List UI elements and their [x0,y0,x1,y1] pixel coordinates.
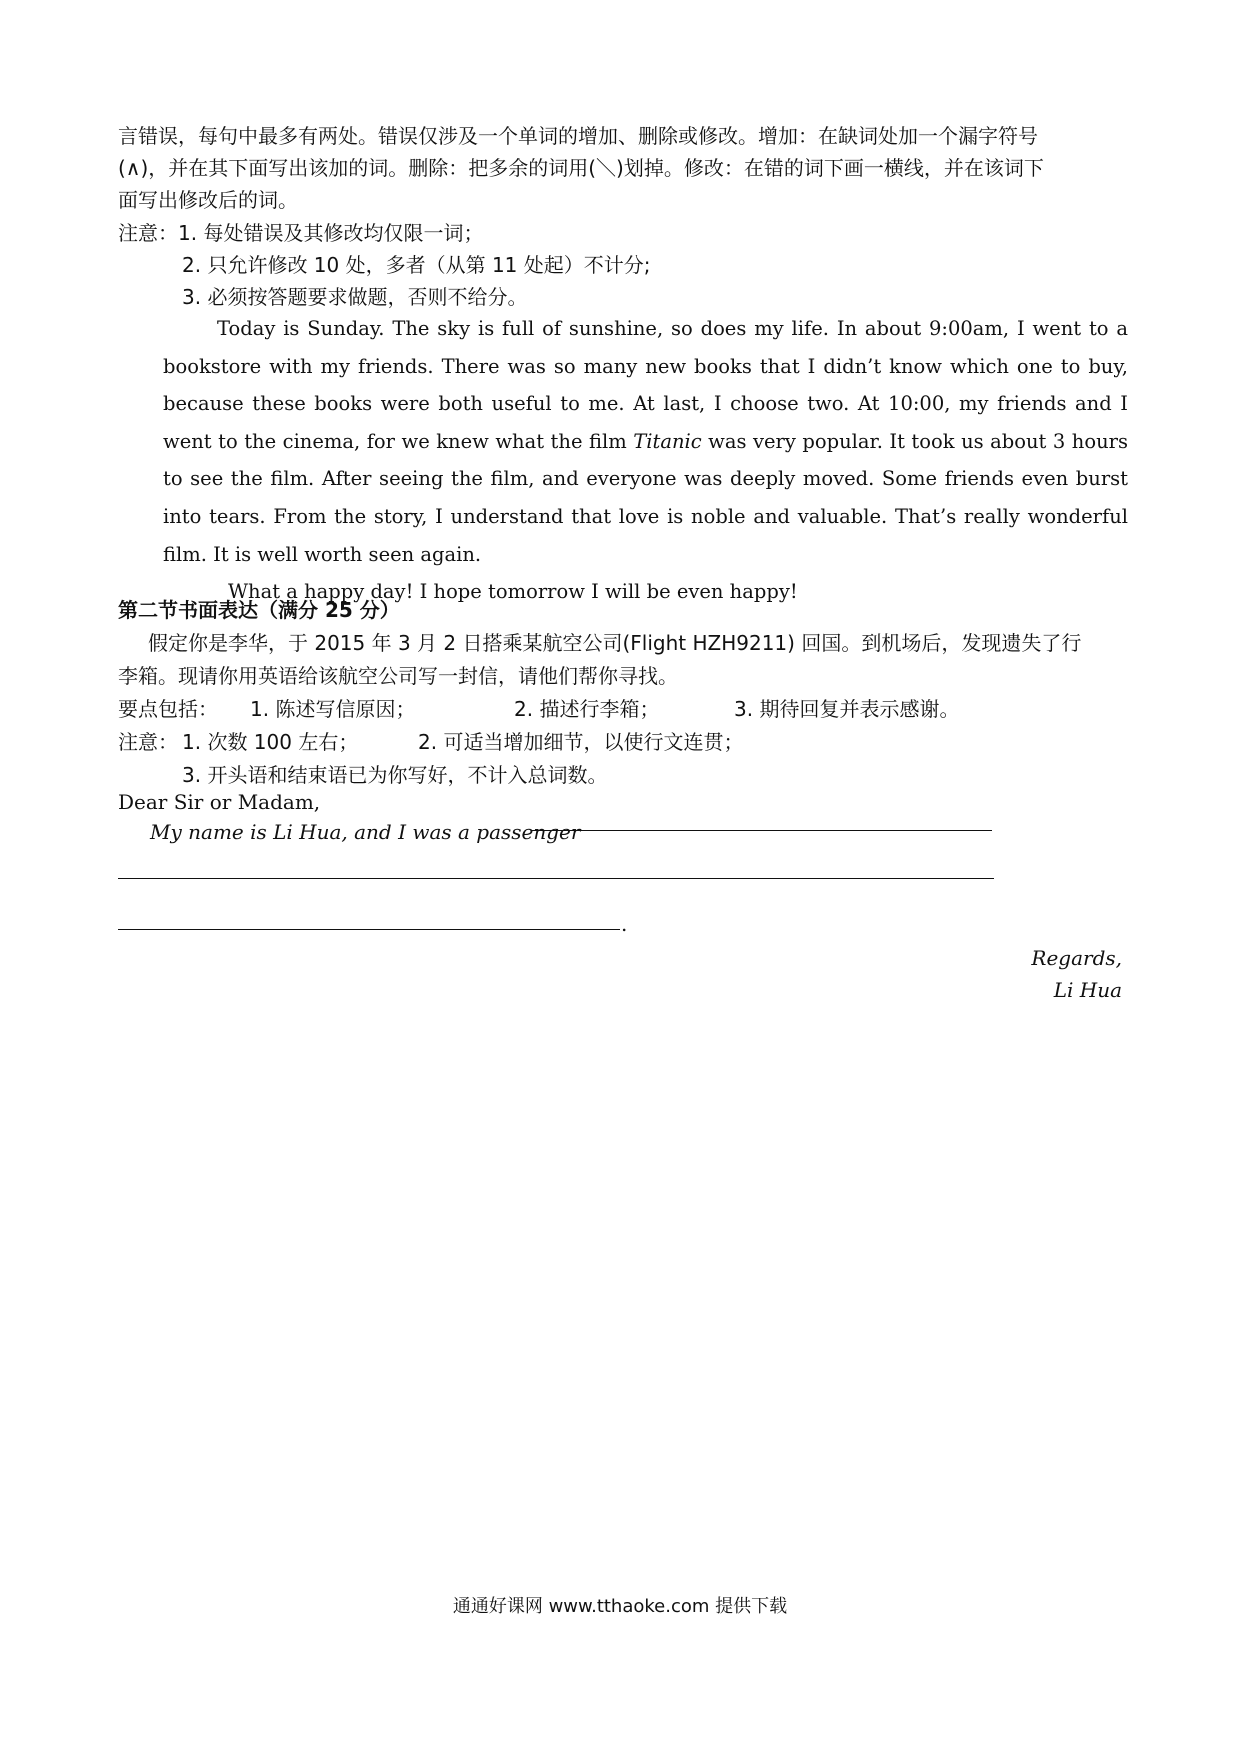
writing-note-1: 1. 次数 100 左右； [182,730,359,754]
instruction-line-2: (∧)，并在其下面写出该加的词。删除：把多余的词用(＼)划掉。修改：在错的词下画一横线，并在该词下 [118,156,1044,180]
letter-end-period: . [621,912,628,936]
key-point-2: 2. 描述行李箱； [514,697,660,721]
letter-closing: Regards, [1031,946,1122,970]
notes-line-1 [118,217,483,246]
section-2-title: 第二节书面表达（满分 25 分） [118,598,400,622]
page-footer: 通通好课网 www.tthaoke.com 提供下载 [452,1596,788,1617]
instruction-line-1: 言错误，每句中最多有两处。错误仅涉及一个单词的增加、删除或修改。增加：在缺词处加一个漏字符号 [118,124,1038,148]
letter-salutation: Dear Sir or Madam, [118,790,321,814]
passage-paragraph-2: What a happy day! I hope tomorrow I will be even happy! [228,580,798,604]
key-point-1: 1. 陈述写信原因； [250,697,416,721]
note-item-3: 3. 必须按答题要求做题，否则不给分。 [182,285,528,309]
writing-note-3: 3. 开头语和结束语已为你写好，不计入总词数。 [182,763,608,787]
key-points-label: 要点包括： [118,697,218,721]
section-2-prompt-line-1: 假定你是李华，于 2015 年 3 月 2 日搭乘某航空公司(Flight HZH9211) 回国。到机场后，发现遗失了行 [148,631,1082,655]
answer-line-1[interactable] [532,830,992,831]
letter-signature: Li Hua [1053,978,1122,1002]
instruction-line-3: 面写出修改后的词。 [118,188,298,212]
letter-opening: My name is Li Hua, and I was a passenger [150,820,581,844]
writing-note-2: 2. 可适当增加细节，以使行文连贯； [418,730,744,754]
note-item-2: 2. 只允许修改 10 处，多者（从第 11 处起）不计分; [182,253,651,277]
proofreading-passage [163,310,1128,611]
passage-paragraph-1: Today is Sunday. The sky is full of sunshine, so does my life. In about 9:00am, I went to a bookstore with my friends. There was so many new books that I didn’t know which one to buy, because these books were both useful to me. At last, I choose two. At 10:00, my friends and I went to the cinema, for we knew what the film Titanic was very popular. It took us about 3 hours to see the film. After seeing the film, and everyone was deeply moved. Some friends even burst into tears. From the story, I understand that love is noble and valuable. That’s really wonderful film. It is well worth seen again. [163,317,1128,566]
film-title: Titanic [633,429,702,453]
notes-label: 注意： [118,221,178,245]
writing-notes-label: 注意： [118,730,178,754]
note-item-1: 1. 每处错误及其修改均仅限一词； [178,221,484,245]
key-point-3: 3. 期待回复并表示感谢。 [734,697,960,721]
answer-line-2[interactable] [118,878,994,879]
section-2-prompt-line-2: 李箱。现请你用英语给该航空公司写一封信，请他们帮你寻找。 [118,664,678,688]
answer-line-3[interactable] [118,929,620,930]
